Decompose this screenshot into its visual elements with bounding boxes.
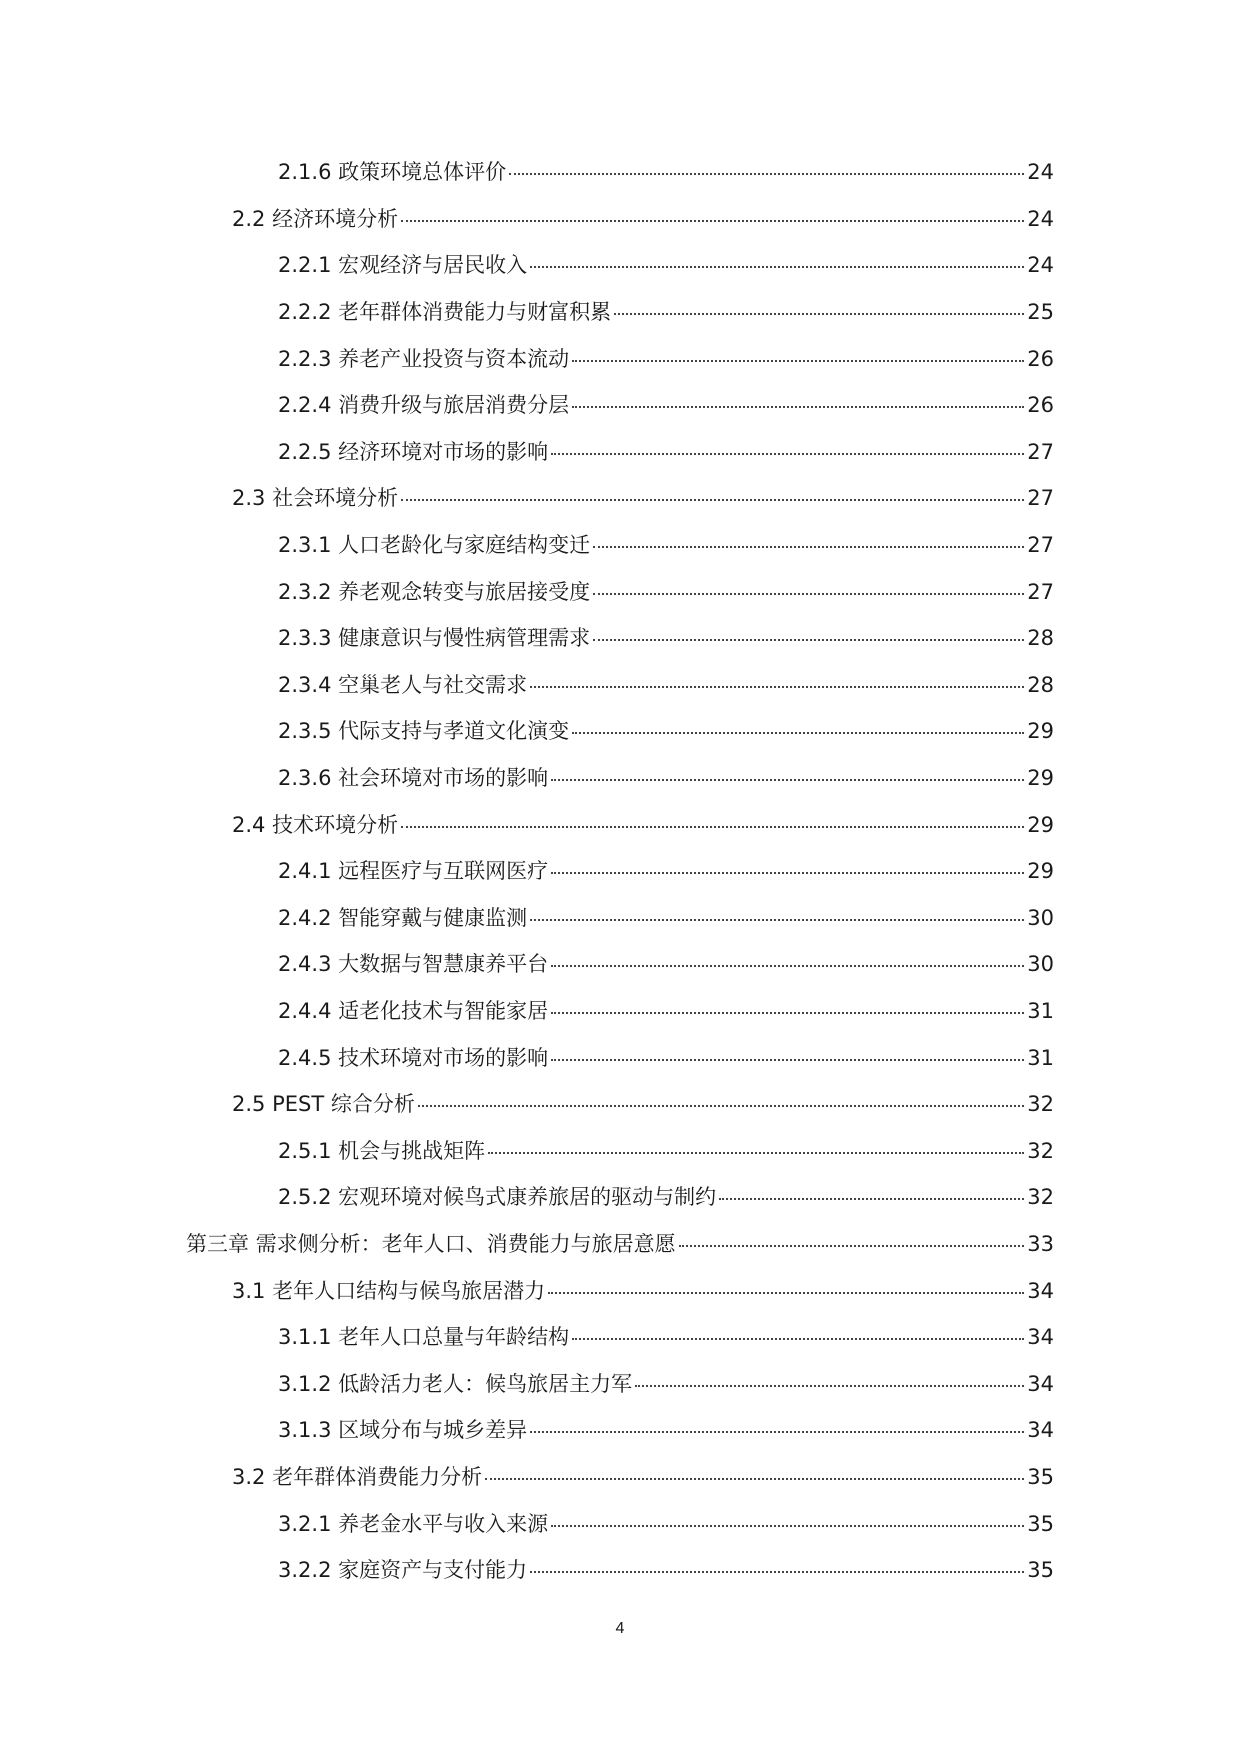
toc-entry-title: 区域分布与城乡差异 bbox=[338, 1418, 528, 1443]
toc-entry-page: 24 bbox=[1027, 253, 1054, 278]
dot-leader bbox=[509, 173, 1024, 175]
toc-entry-line bbox=[278, 249, 1054, 279]
toc-entry[interactable] bbox=[0, 987, 1240, 1034]
toc-entry[interactable] bbox=[0, 614, 1240, 661]
toc-entry-number: 2.3.3 bbox=[278, 626, 332, 651]
dot-leader bbox=[418, 1105, 1024, 1107]
toc-entry-number: 第三章 bbox=[186, 1231, 249, 1256]
toc-entry-number: 2.3.6 bbox=[278, 766, 332, 791]
toc-entry-line bbox=[278, 389, 1054, 419]
dot-leader bbox=[572, 1338, 1024, 1340]
toc-entry-number: 2.4.2 bbox=[278, 905, 332, 930]
toc-entry-title: 老年群体消费能力与财富积累 bbox=[338, 300, 612, 325]
toc-entry-number: 2.1.6 bbox=[278, 160, 332, 185]
toc-entry-title: 消费升级与旅居消费分层 bbox=[338, 393, 570, 418]
table-of-contents bbox=[0, 148, 1240, 1592]
toc-entry-page: 27 bbox=[1027, 579, 1054, 604]
page-number: 4 bbox=[615, 1620, 625, 1637]
toc-entry-title: 宏观环境对候鸟式康养旅居的驱动与制约 bbox=[338, 1185, 717, 1210]
toc-entry-page: 35 bbox=[1027, 1464, 1054, 1489]
toc-entry-page: 31 bbox=[1027, 1045, 1054, 1070]
toc-entry-title: 适老化技术与智能家居 bbox=[338, 998, 549, 1023]
dot-leader bbox=[593, 593, 1024, 595]
toc-entry-number: 2.2.5 bbox=[278, 439, 332, 464]
toc-entry-line bbox=[278, 529, 1054, 559]
toc-entry-line bbox=[278, 1321, 1054, 1351]
toc-entry[interactable] bbox=[0, 334, 1240, 381]
toc-entry-page: 27 bbox=[1027, 486, 1054, 511]
toc-entry-number: 3.1.2 bbox=[278, 1371, 332, 1396]
dot-leader bbox=[548, 1292, 1024, 1294]
toc-entry-line bbox=[278, 156, 1054, 186]
toc-entry-title: 空巢老人与社交需求 bbox=[338, 672, 528, 697]
toc-entry-number: 2.4.4 bbox=[278, 998, 332, 1023]
toc-entry-line bbox=[232, 1088, 1054, 1118]
toc-entry-title: 需求侧分析：老年人口、消费能力与旅居意愿 bbox=[255, 1231, 676, 1256]
toc-entry-page: 30 bbox=[1027, 905, 1054, 930]
toc-entry-page: 29 bbox=[1027, 766, 1054, 791]
toc-entry-number: 2.3.2 bbox=[278, 579, 332, 604]
toc-entry[interactable] bbox=[0, 661, 1240, 708]
toc-entry-number: 2.4.3 bbox=[278, 952, 332, 977]
toc-entry-title: 家庭资产与支付能力 bbox=[338, 1558, 528, 1583]
dot-leader bbox=[572, 732, 1024, 734]
toc-entry-page: 30 bbox=[1027, 952, 1054, 977]
toc-entry-line bbox=[278, 715, 1054, 745]
dot-leader bbox=[593, 546, 1024, 548]
dot-leader bbox=[551, 1012, 1024, 1014]
toc-entry-page: 34 bbox=[1027, 1371, 1054, 1396]
toc-entry-number: 2.5 PEST bbox=[232, 1092, 325, 1117]
toc-entry[interactable] bbox=[0, 754, 1240, 801]
toc-entry-title: 社会环境分析 bbox=[272, 486, 399, 511]
toc-entry-number: 2.2.4 bbox=[278, 393, 332, 418]
toc-entry-line bbox=[278, 436, 1054, 466]
toc-entry-page: 28 bbox=[1027, 626, 1054, 651]
toc-entry-number: 3.2.2 bbox=[278, 1558, 332, 1583]
toc-entry-number: 3.2.1 bbox=[278, 1511, 332, 1536]
dot-leader bbox=[530, 1431, 1024, 1433]
toc-entry-number: 2.4 bbox=[232, 812, 266, 837]
toc-entry-page: 26 bbox=[1027, 393, 1054, 418]
toc-entry[interactable] bbox=[0, 381, 1240, 428]
toc-entry-page: 29 bbox=[1027, 859, 1054, 884]
toc-entry-number: 3.1 bbox=[232, 1278, 266, 1303]
toc-entry-page: 26 bbox=[1027, 346, 1054, 371]
toc-entry-page: 34 bbox=[1027, 1278, 1054, 1303]
toc-entry[interactable] bbox=[0, 567, 1240, 614]
toc-entry-title: 低龄活力老人：候鸟旅居主力军 bbox=[338, 1371, 633, 1396]
toc-entry[interactable] bbox=[0, 521, 1240, 568]
toc-entry-number: 2.3 bbox=[232, 486, 266, 511]
toc-entry-line bbox=[278, 1135, 1054, 1165]
toc-entry-title: 老年群体消费能力分析 bbox=[272, 1464, 483, 1489]
toc-entry-title: 政策环境总体评价 bbox=[338, 160, 507, 185]
toc-entry-page: 28 bbox=[1027, 672, 1054, 697]
toc-entry-number: 2.3.1 bbox=[278, 533, 332, 558]
toc-entry-line bbox=[278, 1554, 1054, 1584]
toc-entry-number: 2.2.3 bbox=[278, 346, 332, 371]
toc-entry-line bbox=[186, 1228, 1054, 1258]
dot-leader bbox=[614, 313, 1024, 315]
toc-entry[interactable] bbox=[0, 148, 1240, 195]
toc-entry[interactable] bbox=[0, 1220, 1240, 1267]
toc-entry-page: 27 bbox=[1027, 439, 1054, 464]
toc-entry-title: 智能穿戴与健康监测 bbox=[338, 905, 528, 930]
dot-leader bbox=[551, 965, 1024, 967]
toc-entry-title: 健康意识与慢性病管理需求 bbox=[338, 626, 591, 651]
toc-entry[interactable] bbox=[0, 1313, 1240, 1360]
dot-leader bbox=[551, 1059, 1024, 1061]
toc-entry-title: 远程医疗与互联网医疗 bbox=[338, 859, 549, 884]
toc-entry[interactable] bbox=[0, 707, 1240, 754]
toc-entry-number: 2.4.1 bbox=[278, 859, 332, 884]
toc-entry-line bbox=[232, 1461, 1054, 1491]
dot-leader bbox=[530, 919, 1024, 921]
dot-leader bbox=[488, 1152, 1024, 1154]
toc-entry-number: 2.5.2 bbox=[278, 1185, 332, 1210]
toc-entry-title: 经济环境分析 bbox=[272, 206, 399, 231]
toc-entry-line bbox=[278, 855, 1054, 885]
toc-entry-line bbox=[232, 809, 1054, 839]
toc-entry-number: 3.1.3 bbox=[278, 1418, 332, 1443]
toc-entry-line bbox=[278, 762, 1054, 792]
toc-entry[interactable] bbox=[0, 1080, 1240, 1127]
toc-entry-number: 2.3.5 bbox=[278, 719, 332, 744]
toc-entry-title: 养老观念转变与旅居接受度 bbox=[338, 579, 591, 604]
toc-entry[interactable] bbox=[0, 1266, 1240, 1313]
toc-entry[interactable] bbox=[0, 1499, 1240, 1546]
dot-leader bbox=[401, 220, 1024, 222]
toc-entry-title: 宏观经济与居民收入 bbox=[338, 253, 528, 278]
dot-leader bbox=[635, 1385, 1024, 1387]
dot-leader bbox=[572, 406, 1024, 408]
toc-entry-page: 29 bbox=[1027, 812, 1054, 837]
toc-entry-page: 34 bbox=[1027, 1325, 1054, 1350]
toc-entry-line bbox=[278, 669, 1054, 699]
toc-entry-page: 32 bbox=[1027, 1138, 1054, 1163]
toc-entry-title: 经济环境对市场的影响 bbox=[338, 439, 549, 464]
toc-entry[interactable] bbox=[0, 1126, 1240, 1173]
toc-entry-line bbox=[232, 482, 1054, 512]
toc-entry-number: 3.1.1 bbox=[278, 1325, 332, 1350]
dot-leader bbox=[572, 360, 1024, 362]
toc-entry[interactable] bbox=[0, 428, 1240, 475]
dot-leader bbox=[593, 639, 1024, 641]
toc-entry-page: 25 bbox=[1027, 300, 1054, 325]
toc-entry-number: 3.2 bbox=[232, 1464, 266, 1489]
dot-leader bbox=[719, 1198, 1024, 1200]
toc-entry-number: 2.3.4 bbox=[278, 672, 332, 697]
toc-entry-line bbox=[278, 1368, 1054, 1398]
toc-entry-title: 大数据与智慧康养平台 bbox=[338, 952, 549, 977]
toc-entry-line bbox=[278, 1508, 1054, 1538]
toc-entry[interactable] bbox=[0, 241, 1240, 288]
toc-entry-title: 社会环境对市场的影响 bbox=[338, 766, 549, 791]
toc-entry[interactable] bbox=[0, 847, 1240, 894]
toc-entry-title: 技术环境对市场的影响 bbox=[338, 1045, 549, 1070]
toc-entry-line bbox=[278, 995, 1054, 1025]
dot-leader bbox=[530, 266, 1024, 268]
toc-entry[interactable] bbox=[0, 1359, 1240, 1406]
toc-entry-number: 2.4.5 bbox=[278, 1045, 332, 1070]
dot-leader bbox=[551, 1525, 1024, 1527]
toc-entry-page: 24 bbox=[1027, 206, 1054, 231]
toc-entry-title: 技术环境分析 bbox=[272, 812, 399, 837]
toc-entry-title: 人口老龄化与家庭结构变迁 bbox=[338, 533, 591, 558]
toc-entry-line bbox=[278, 622, 1054, 652]
dot-leader bbox=[530, 686, 1024, 688]
dot-leader bbox=[551, 779, 1024, 781]
toc-entry[interactable] bbox=[0, 894, 1240, 941]
toc-entry-title: 机会与挑战矩阵 bbox=[338, 1138, 486, 1163]
toc-entry-page: 29 bbox=[1027, 719, 1054, 744]
dot-leader bbox=[551, 872, 1024, 874]
toc-entry-page: 35 bbox=[1027, 1511, 1054, 1536]
toc-entry-line bbox=[278, 1181, 1054, 1211]
dot-leader bbox=[485, 1478, 1024, 1480]
dot-leader bbox=[530, 1571, 1024, 1573]
toc-entry-title: 老年人口结构与候鸟旅居潜力 bbox=[272, 1278, 546, 1303]
toc-entry-number: 2.2 bbox=[232, 206, 266, 231]
toc-entry-page: 24 bbox=[1027, 160, 1054, 185]
toc-entry-page: 27 bbox=[1027, 533, 1054, 558]
toc-entry-page: 34 bbox=[1027, 1418, 1054, 1443]
dot-leader bbox=[551, 453, 1024, 455]
toc-entry[interactable] bbox=[0, 1406, 1240, 1453]
toc-entry-line bbox=[278, 948, 1054, 978]
dot-leader bbox=[401, 826, 1024, 828]
toc-entry-line bbox=[278, 343, 1054, 373]
toc-entry-title: 养老产业投资与资本流动 bbox=[338, 346, 570, 371]
toc-entry-line bbox=[232, 1275, 1054, 1305]
toc-entry-number: 2.2.2 bbox=[278, 300, 332, 325]
dot-leader bbox=[401, 499, 1024, 501]
toc-entry-line bbox=[278, 1042, 1054, 1072]
toc-entry-page: 32 bbox=[1027, 1185, 1054, 1210]
toc-entry-title: 养老金水平与收入来源 bbox=[338, 1511, 549, 1536]
toc-entry[interactable] bbox=[0, 1033, 1240, 1080]
toc-entry[interactable] bbox=[0, 288, 1240, 335]
toc-entry[interactable] bbox=[0, 1173, 1240, 1220]
toc-entry-title: 代际支持与孝道文化演变 bbox=[338, 719, 570, 744]
toc-entry-line bbox=[232, 203, 1054, 233]
toc-entry-page: 35 bbox=[1027, 1558, 1054, 1583]
toc-entry[interactable] bbox=[0, 474, 1240, 521]
toc-entry[interactable] bbox=[0, 940, 1240, 987]
toc-entry-line bbox=[278, 576, 1054, 606]
toc-entry-page: 31 bbox=[1027, 998, 1054, 1023]
toc-entry-title: 老年人口总量与年龄结构 bbox=[338, 1325, 570, 1350]
toc-entry[interactable] bbox=[0, 195, 1240, 242]
toc-entry-line bbox=[278, 1414, 1054, 1444]
toc-entry-title: 综合分析 bbox=[330, 1092, 415, 1117]
toc-entry-page: 32 bbox=[1027, 1092, 1054, 1117]
toc-entry-line bbox=[278, 902, 1054, 932]
dot-leader bbox=[679, 1245, 1025, 1247]
toc-entry[interactable] bbox=[0, 800, 1240, 847]
toc-entry-number: 2.5.1 bbox=[278, 1138, 332, 1163]
toc-entry[interactable] bbox=[0, 1453, 1240, 1500]
toc-entry-number: 2.2.1 bbox=[278, 253, 332, 278]
toc-entry-page: 33 bbox=[1027, 1231, 1054, 1256]
toc-entry-line bbox=[278, 296, 1054, 326]
toc-entry[interactable] bbox=[0, 1546, 1240, 1593]
